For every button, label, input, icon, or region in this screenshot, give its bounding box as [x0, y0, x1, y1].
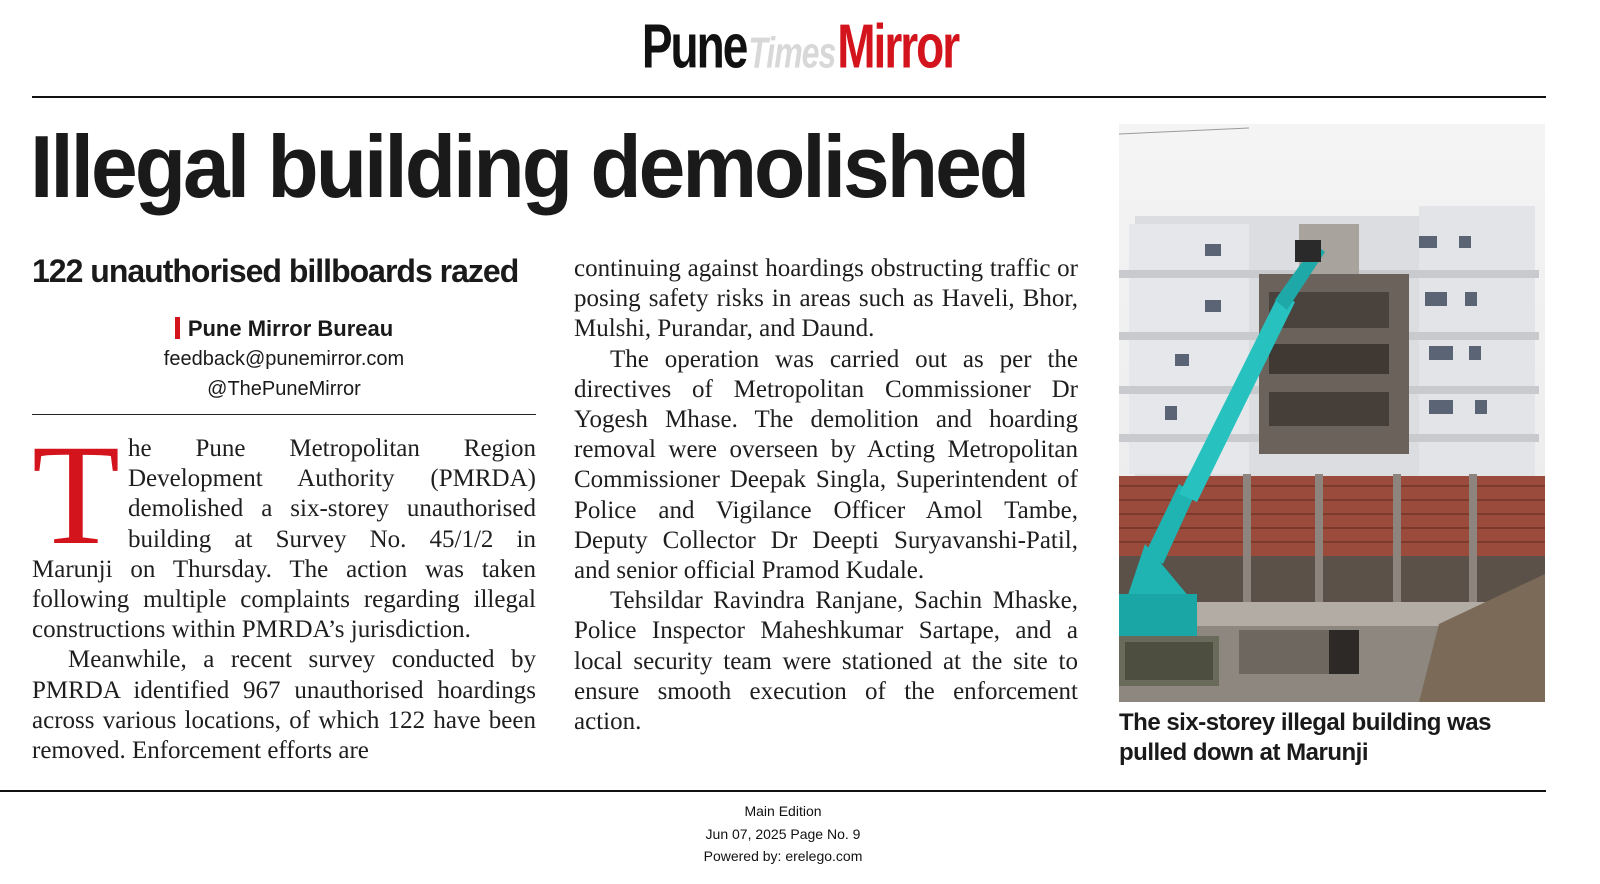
paragraph-text: he Pune Metropolitan Region Development Authority (PMRDA) demolished a six-storey unauthorised building at Survey No. 45/1/2 in Marunji on Thursday. The action was taken following multiple complaints regarding illegal constructions within PMRDA’s jurisdiction.	[32, 435, 536, 644]
top-rule	[32, 96, 1546, 98]
article-paragraph	[32, 416, 536, 645]
byline-accent-bar	[175, 317, 180, 339]
logo-mirror: Mirror	[837, 10, 959, 82]
masthead	[0, 4, 1600, 88]
logo-pune: Pune	[641, 10, 747, 82]
author-email: feedback@punemirror.com	[163, 348, 405, 370]
article-column-1	[32, 416, 536, 766]
pune-times-mirror-logo	[642, 10, 958, 83]
article-paragraph: Tehsildar Ravindra Ranjane, Sachin Mhaske, Police Inspector Maheshkumar Sartape, and a local security team were stationed at the site to ensure smooth execution of the enforcement action.	[574, 587, 1078, 736]
article-paragraph: continuing against hoardings obstructing traffic or posing safety risks in areas such as Haveli, Bhor, Mulshi, Purandar, and Daund.	[574, 255, 1078, 343]
logo-times: Times	[748, 28, 836, 78]
author-line	[32, 314, 536, 344]
photo-caption: The six-storey illegal building was pulled down at Marunji	[1119, 709, 1491, 766]
date-page-label: Jun 07, 2025 Page No. 9	[705, 825, 861, 842]
article-paragraph: Meanwhile, a recent survey conducted by PMRDA identified 967 unauthorised hoardings across various locations, of which 122 have been removed. Enforcement efforts are	[32, 646, 536, 765]
author-handle: @ThePuneMirror	[207, 378, 361, 400]
bottom-rule	[0, 790, 1546, 792]
demolition-photo	[1119, 124, 1545, 702]
page-footer	[0, 800, 1566, 868]
powered-by-label: Powered by: erelego.com	[703, 848, 863, 864]
edition-label: Main Edition	[744, 803, 822, 819]
article-headline: Illegal building demolished	[30, 117, 1028, 216]
article-column-2	[574, 254, 1078, 737]
byline-rule	[32, 414, 536, 415]
article-paragraph: The operation was carried out as per the directives of Metropolitan Commissioner Dr Yogesh Mhase. The demolition and hoarding removal were overseen by Acting Metropolitan Commissioner Deepak Singla, Superintendent of Police and Vigilance Officer Amol Tambe, Deputy Collector Dr Deepti Suryavanshi-Patil, and senior official Pramod Kudale.	[574, 345, 1078, 585]
article-subheadline: 122 unauthorised billboards razed	[32, 253, 519, 289]
byline	[32, 314, 536, 404]
author-name: Pune Mirror Bureau	[187, 316, 394, 341]
drop-cap: T	[32, 416, 120, 575]
